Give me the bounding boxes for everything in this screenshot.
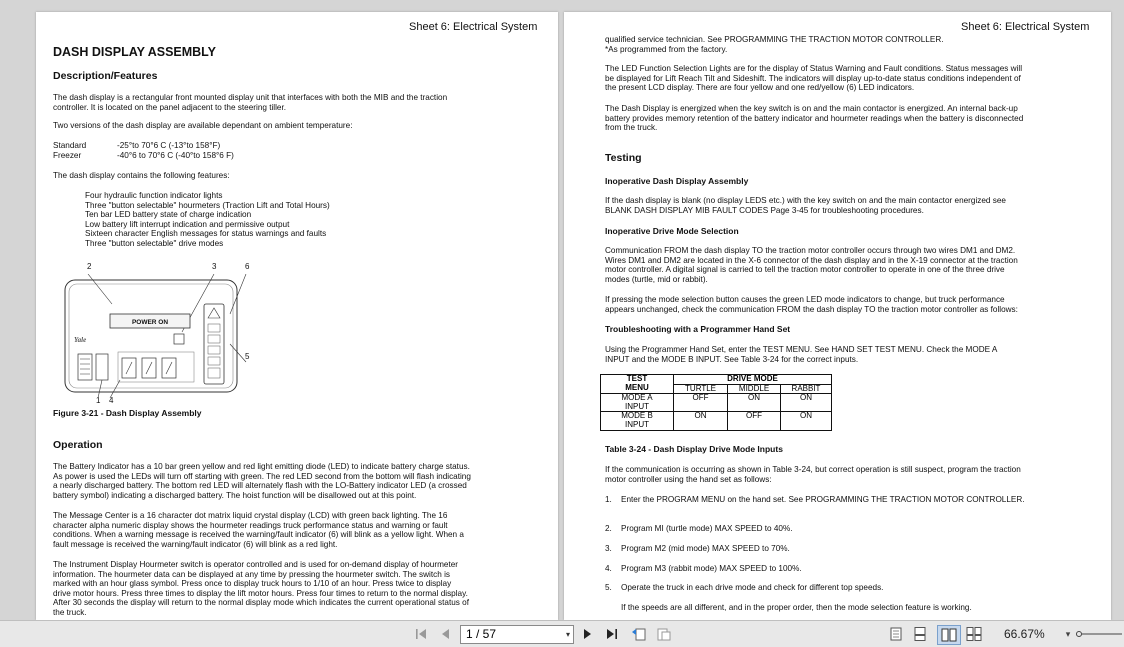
versions-line: Two versions of the dash display are available dependant on ambient temperature: [53, 121, 353, 130]
table-header-test-menu: TEST MENU [601, 375, 674, 394]
pressing-paragraph: If pressing the mode selection button causes the green LED mode indicators to change, but truck performance appears unchanged, check the communication FROM the dash display TO the traction motor controller as follows: [605, 295, 1018, 314]
freezer-label: Freezer [53, 151, 82, 160]
energized-paragraph: The Dash Display is energized when the key switch is on and the main contactor is energized. An internal back-up battery provides memory retention of the battery indicator and hourmeter readings when the battery is disconnected from the truck. [605, 104, 1024, 133]
dash-display-illustration [62, 274, 252, 398]
message-center-paragraph: The Message Center is a 16 character dot matrix liquid crystal display (LCD) with green back lighting. The 16 character alpha numeric display shows the hourmeter readings truck performance status and warning or fault conditions. When a warning message is received the warning/fault indicator (6) will blink as a yellow light. When a fault message is received the warning/fault indicator (6) will blink as a red light. [53, 511, 464, 549]
inop-drive-heading: Inoperative Drive Mode Selection [605, 226, 739, 236]
table-header-middle: MIDDLE [728, 384, 781, 394]
standard-label: Standard [53, 141, 87, 150]
figure-callout-4: 4 [109, 396, 114, 405]
list-item: Three "button selectable" drive modes [85, 238, 224, 248]
zoom-slider-icon[interactable] [1076, 625, 1122, 643]
battery-indicator-paragraph: The Battery Indicator has a 10 bar green yellow and red light emitting diode (LED) to indicate battery charge status. As power is used the LEDs will turn off starting with green. The red LED second from the bottom will flash indicating a nearly discharged battery. The bottom red LED will alternately flash with the LO-Battery indicator LED (a crossed battery symbol) indicating a discharged battery. The hoist function will be disallowed out at this point. [53, 462, 471, 500]
continuous-facing-icon[interactable] [965, 625, 983, 643]
list-item: Three "button selectable" hourmeters (Traction Lift and Total Hours) [85, 200, 330, 210]
pdf-toolbar [0, 620, 1124, 647]
last-page-icon[interactable] [603, 625, 621, 643]
facing-pages-icon[interactable] [937, 625, 961, 645]
page-number-input[interactable] [460, 625, 574, 644]
freezer-value: -40°6 to 70°6 C (-40°to 158°6 F) [117, 151, 234, 160]
standard-value: -25°to 70°6 C (-13°to 158°F) [117, 141, 221, 150]
page-dropdown-icon[interactable]: ▾ [565, 630, 570, 639]
step-item: 5. Operate the truck in each drive mode and check for different top speeds. [605, 583, 884, 592]
section-title: DASH DISPLAY ASSEMBLY [53, 45, 217, 59]
list-item: Ten bar LED battery state of charge indication [85, 210, 252, 220]
lcd-text: POWER ON [131, 319, 169, 326]
table-caption: Table 3-24 - Dash Display Drive Mode Inputs [605, 444, 783, 454]
final-line: If the speeds are all different, and in the proper order, then the mode selection feature is working. [621, 603, 972, 612]
after-table-paragraph: If the communication is occurring as shown in Table 3-24, but correct operation is still suspect, program the traction motor controller using the hand set as follows: [605, 465, 1021, 484]
table-header-drive-mode: DRIVE MODE [674, 375, 832, 385]
hourmeter-paragraph: The Instrument Display Hourmeter switch is operator controlled and is used for on-demand display of hourmeter information. The hourmeter data can be displayed at any time by pressing the hourmeter switch. The switch is marked with an hour glass symbol. Press once to display truck hours to 1/10 of an hour. Press twice to display drive motor hours. Press three times to display the lift motor hours. Press four times to return to the normal display. After 30 seconds the display will return to the normal display mode which indicates the current operational status of the truck. [53, 560, 469, 617]
continued-lines: qualified service technician. See PROGRAMMING THE TRACTION MOTOR CONTROLLER. *As programmed from the factory. [605, 35, 944, 54]
step-item: 3. Program M2 (mid mode) MAX SPEED to 70%. [605, 544, 790, 553]
troubleshooting-paragraph: Using the Programmer Hand Set, enter the TEST MENU. See HAND SET TEST MENU. Check the MODE A INPUT and the MODE B INPUT. See Table 3-24 for the correct inputs. [605, 345, 998, 364]
features-intro: The dash display contains the following features: [53, 171, 230, 180]
inop-dash-heading: Inoperative Dash Display Assembly [605, 176, 749, 186]
sheet-header: Sheet 6: Electrical System [961, 21, 1090, 33]
table-row: MODE A INPUT OFF ON ON [601, 394, 832, 412]
troubleshooting-heading: Troubleshooting with a Programmer Hand Set [605, 324, 791, 334]
continuous-page-icon[interactable] [912, 625, 928, 643]
list-item: Low battery lift interrupt indication and permissive output [85, 219, 290, 229]
document-page-left [36, 12, 558, 620]
step-item: 1. Enter the PROGRAM MENU on the hand set. See PROGRAMMING THE TRACTION MOTOR CONTROLLER. [605, 495, 1025, 504]
table-header-rabbit: RABBIT [781, 384, 832, 394]
table-row: MODE B INPUT ON OFF ON [601, 412, 832, 430]
figure-callout-3: 3 [212, 262, 217, 271]
list-item: Sixteen character English messages for status warnings and faults [85, 229, 327, 239]
next-page-icon[interactable] [580, 625, 596, 643]
table-header-turtle: TURTLE [674, 384, 728, 394]
list-item: Four hydraulic function indicator lights [85, 191, 223, 200]
sheet-header: Sheet 6: Electrical System [409, 21, 538, 33]
operation-heading: Operation [53, 439, 103, 451]
zoom-level[interactable]: 66.67% [1004, 627, 1045, 641]
inop-dash-paragraph: If the dash display is blank (no display LEDS etc.) with the key switch on and the main contactor energized see BLANK DASH DISPLAY MIB FAULT CODES Page 3-45 for troubleshooting procedures. [605, 196, 1006, 215]
page-indicator: 1 / 57 [466, 627, 497, 641]
intro-paragraph: The dash display is a rectangular front mounted display unit that interfaces with both the MIB and the traction controller. It is located on the panel adjacent to the steering tiller. [53, 93, 448, 112]
first-page-icon[interactable] [412, 625, 430, 643]
figure-callout-2: 2 [87, 262, 92, 271]
figure-caption: Figure 3-21 - Dash Display Assembly [53, 408, 202, 418]
brand-logo: Yale [74, 336, 87, 344]
zoom-dropdown-icon[interactable]: ▾ [1065, 628, 1071, 639]
testing-heading: Testing [605, 152, 642, 164]
description-heading: Description/Features [53, 70, 158, 82]
led-function-paragraph: The LED Function Selection Lights are for the display of Status Warning and Fault conditions. Status messages will be displayed for Lift Reach Tilt and Sideshift. The indicators will display up-to-date status conditions independent of the present LCD display. There are four yellow and one red/yellow (6) LED indicators. [605, 64, 1023, 93]
step-item: 4. Program M3 (rabbit mode) MAX SPEED to 100%. [605, 564, 802, 573]
features-list [85, 191, 330, 249]
figure-callout-5: 5 [245, 352, 250, 361]
previous-page-icon[interactable] [436, 625, 454, 643]
go-back-icon[interactable] [629, 625, 649, 643]
figure-callout-6: 6 [245, 262, 250, 271]
drive-mode-table [600, 374, 832, 431]
inop-drive-paragraph: Communication FROM the dash display TO the traction motor controller occurs through two wires DM1 and DM2. Wires DM1 and DM2 are located in the X-6 connector of the dash display and in the X-19 connector at the traction motor controller. A digital signal is carried to tell the traction motor controller to operate in one of the three drive modes (turtle, mid or rabbit). [605, 246, 1018, 284]
document-page-right [564, 12, 1111, 620]
figure-callout-1: 1 [96, 396, 101, 405]
go-forward-icon[interactable] [654, 625, 674, 643]
step-item: 2. Program MI (turtle mode) MAX SPEED to 40%. [605, 524, 793, 533]
single-page-icon[interactable] [888, 625, 904, 643]
